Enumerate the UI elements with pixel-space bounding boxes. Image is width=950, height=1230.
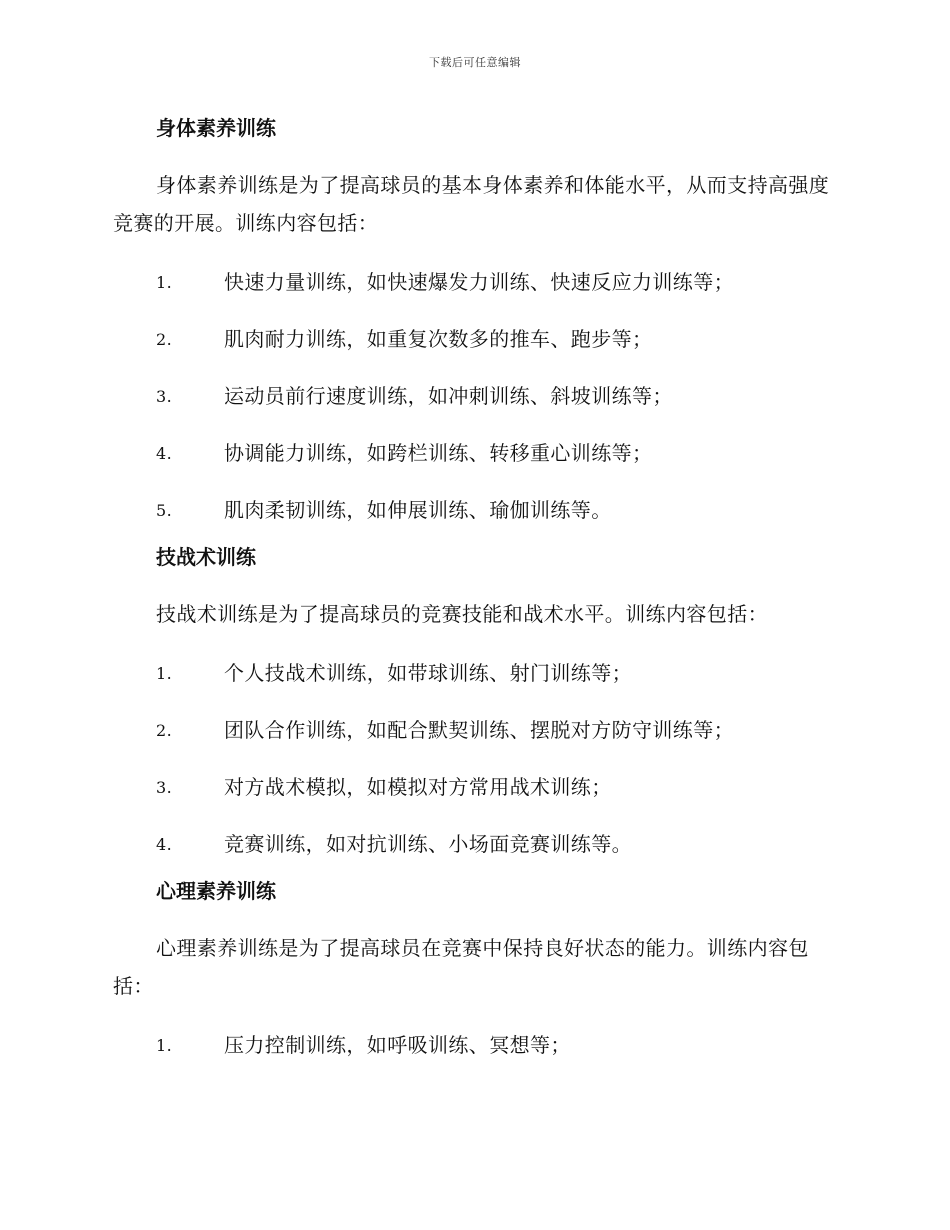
section-psychological: [113, 873, 833, 1074]
list-item: [113, 425, 833, 482]
list-item: [113, 645, 833, 702]
section-heading: 技战术训练: [156, 545, 256, 569]
section-paragraph: 技战术训练是为了提高球员的竞赛技能和战术水平。训练内容包括：: [156, 602, 768, 626]
list-text: 个人技战术训练，如带球训练、射门训练等；: [224, 661, 632, 685]
list-item: [113, 702, 833, 759]
list-text: 团队合作训练，如配合默契训练、摆脱对方防守训练等；: [224, 718, 734, 742]
list-item: [113, 816, 833, 873]
numbered-list: [113, 645, 833, 873]
list-number: 1.: [156, 664, 173, 683]
section-heading: 心理素养训练: [156, 879, 276, 903]
list-number: 3.: [156, 387, 173, 406]
list-number: 2.: [156, 330, 173, 349]
list-text: 肌肉柔韧训练，如伸展训练、瑜伽训练等。: [224, 498, 612, 522]
numbered-list: [113, 1017, 833, 1074]
header-note: 下载后可任意编辑: [429, 56, 521, 69]
list-number: 4.: [156, 444, 173, 463]
section-physical: [113, 110, 833, 539]
list-item: [113, 311, 833, 368]
section-paragraph: 心理素养训练是为了提高球员在竞赛中保持良好状态的能力。训练内容包括：: [113, 936, 809, 998]
list-item: [113, 1017, 833, 1074]
list-text: 竞赛训练，如对抗训练、小场面竞赛训练等。: [224, 832, 632, 856]
list-number: 3.: [156, 778, 173, 797]
list-item: [113, 482, 833, 539]
list-item: [113, 759, 833, 816]
list-number: 1.: [156, 273, 173, 292]
section-tactics: [113, 539, 833, 873]
numbered-list: [113, 254, 833, 539]
list-item: [113, 368, 833, 425]
list-item: [113, 254, 833, 311]
list-text: 运动员前行速度训练，如冲刺训练、斜坡训练等；: [224, 384, 673, 408]
list-text: 压力控制训练，如呼吸训练、冥想等；: [224, 1033, 571, 1057]
section-paragraph: 身体素养训练是为了提高球员的基本身体素养和体能水平，从而支持高强度竞赛的开展。训练内容包括：: [113, 173, 830, 235]
list-text: 对方战术模拟，如模拟对方常用战术训练；: [224, 775, 612, 799]
list-number: 2.: [156, 721, 173, 740]
document-body: [113, 110, 833, 1074]
list-number: 4.: [156, 835, 173, 854]
list-text: 肌肉耐力训练，如重复次数多的推车、跑步等；: [224, 327, 653, 351]
list-text: 快速力量训练，如快速爆发力训练、快速反应力训练等；: [224, 270, 734, 294]
list-text: 协调能力训练，如跨栏训练、转移重心训练等；: [224, 441, 653, 465]
list-number: 5.: [156, 501, 173, 520]
list-number: 1.: [156, 1036, 173, 1055]
section-heading: 身体素养训练: [156, 116, 276, 140]
